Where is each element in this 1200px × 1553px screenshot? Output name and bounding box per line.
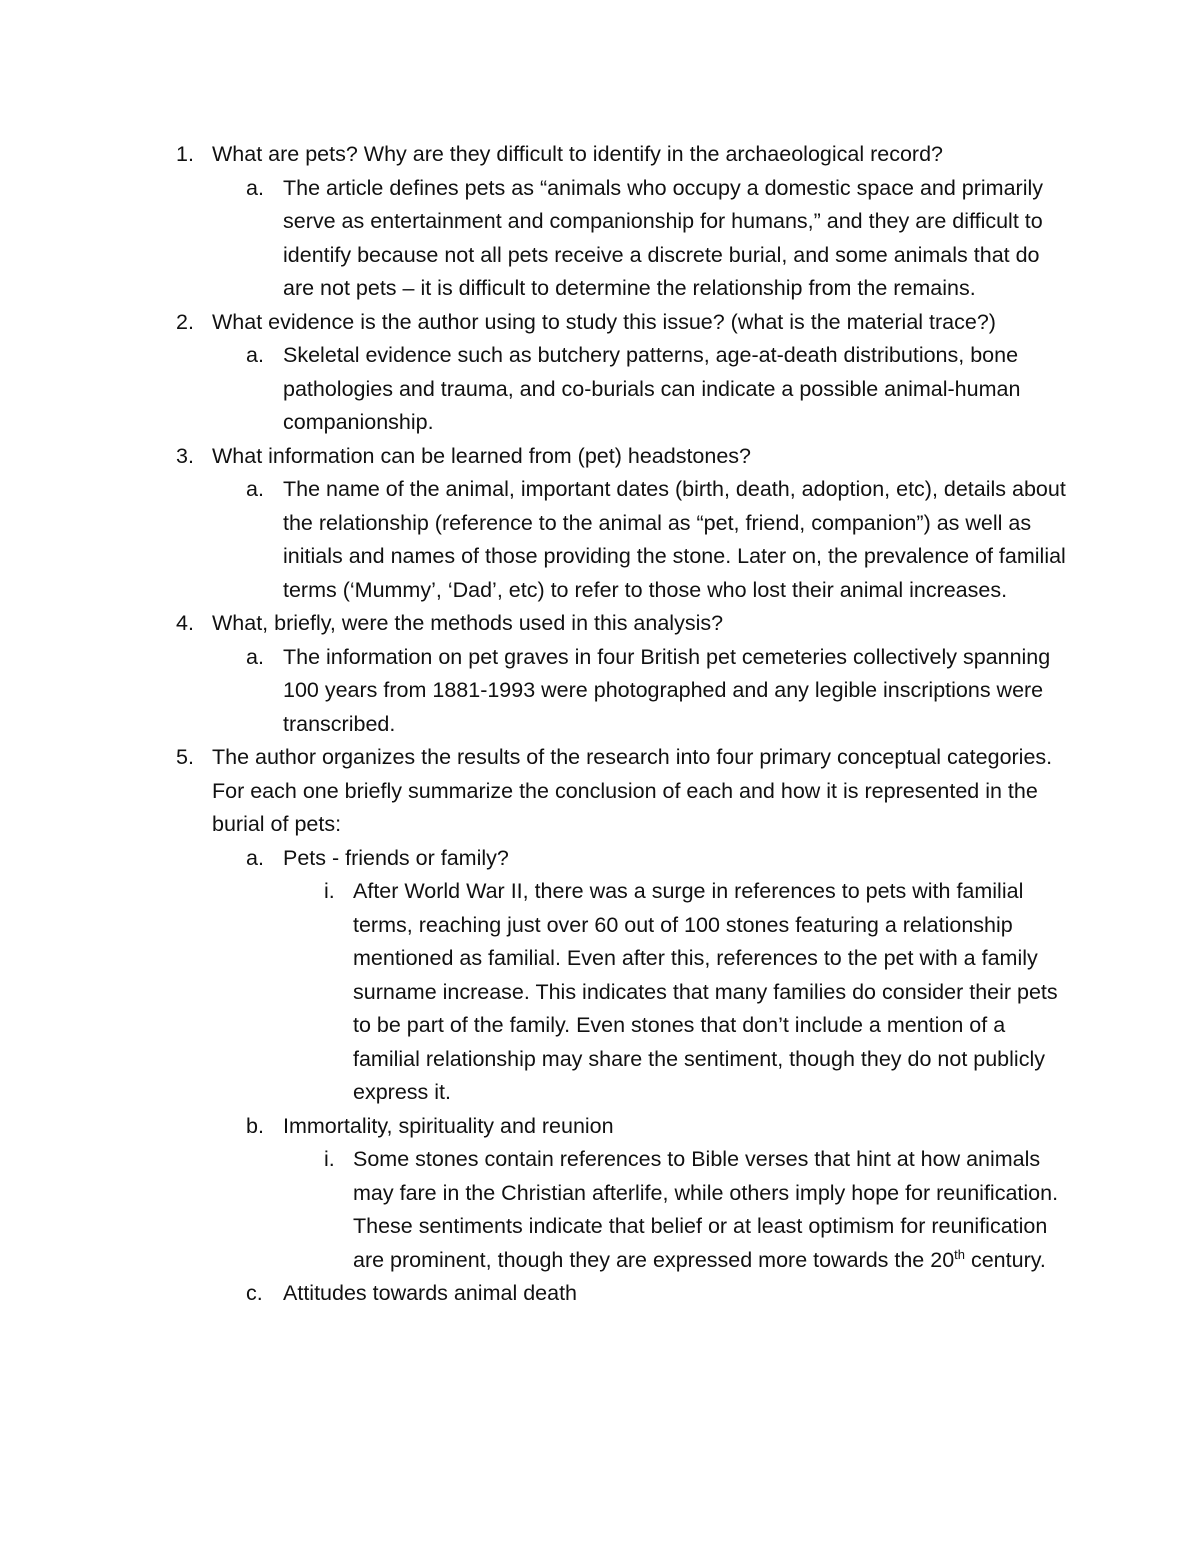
- category-5b: [0, 1110, 1073, 1144]
- answer-marker: a.: [246, 477, 264, 501]
- question-text: The author organizes the results of the research into four primary conceptual categories. For each one briefly summarize the conclusion of each and how it is represented in the burial of pets:: [212, 745, 1053, 836]
- answer-2a: [0, 339, 1073, 440]
- category-5b-detail: [0, 1143, 1073, 1277]
- detail-marker: i.: [324, 879, 335, 903]
- question-list: [0, 138, 1200, 1311]
- question-number: 4.: [176, 611, 194, 635]
- detail-text: After World War II, there was a surge in references to pets with familial terms, reaching just over 60 out of 100 stones featuring a relationship mentioned as familial. Even after this, references to the pet with a family surname increase. This indicates that many families do consider their pets to be part of the family. Even stones that don’t include a mention of a familial relationship may share the sentiment, though they do not publicly express it.: [353, 879, 1058, 1104]
- detail-text: [353, 1143, 1073, 1277]
- answer-marker: a.: [246, 644, 264, 669]
- category-5c: [0, 1277, 1073, 1311]
- question-1: [0, 138, 1082, 172]
- answer-text: The name of the animal, important dates (birth, death, adoption, etc), details about the relationship (reference to the animal as “pet, friend, companion”) as well as initials and names of those providing the stone. Later on, the prevalence of familial terms (‘Mummy’, ‘Dad’, etc) to refer to those who lost their animal increases.: [283, 477, 1066, 602]
- ordinal-suffix: th: [954, 1246, 965, 1262]
- question-text: What information can be learned from (pet) headstones?: [212, 443, 751, 468]
- answer-marker: a.: [246, 343, 264, 367]
- category-marker: b.: [246, 1113, 264, 1138]
- category-title: Immortality, spirituality and reunion: [283, 1113, 614, 1138]
- answer-text: The article defines pets as “animals who occupy a domestic space and primarily serve as entertainment and companionship for humans,” and they are difficult to identify because not all pets receive a discrete burial, and some animals that do are not pets – it is difficult to determine the relationship from the remains.: [283, 175, 1044, 300]
- question-5: [0, 741, 1082, 842]
- category-title: Attitudes towards animal death: [283, 1281, 577, 1305]
- question-3: [0, 440, 1082, 474]
- detail-text-main: Some stones contain references to Bible verses that hint at how animals may fare in the Christian afterlife, while others imply hope for reunification. These sentiments indicate that belief or at least optimism for reunification are prominent, though they are expressed more towards the 20: [353, 1147, 1059, 1272]
- category-title: Pets - friends or family?: [283, 845, 509, 870]
- category-5a-detail: [0, 875, 1073, 1110]
- question-2: [0, 306, 1082, 340]
- category-marker: c.: [246, 1281, 263, 1305]
- question-text: What, briefly, were the methods used in this analysis?: [212, 611, 724, 635]
- detail-marker: i.: [324, 1147, 335, 1171]
- answer-text: The information on pet graves in four British pet cemeteries collectively spanning 100 years from 1881-1993 were photographed and any legible inscriptions were transcribed.: [283, 644, 1051, 736]
- answer-3a: [0, 473, 1073, 607]
- question-number: 1.: [176, 142, 194, 166]
- detail-text-end: century.: [965, 1247, 1046, 1272]
- answer-marker: a.: [246, 175, 264, 200]
- question-text: What evidence is the author using to study this issue? (what is the material trace?): [212, 309, 996, 334]
- answer-4a: [0, 641, 1073, 742]
- answer-1a: [0, 172, 1073, 306]
- question-4: [0, 607, 1082, 641]
- question-number: 2.: [176, 309, 194, 334]
- question-text: What are pets? Why are they difficult to identify in the archaeological record?: [212, 142, 943, 166]
- answer-text: Skeletal evidence such as butchery patterns, age-at-death distributions, bone pathologies and trauma, and co-burials can indicate a possible animal-human companionship.: [283, 343, 1021, 434]
- question-number: 3.: [176, 443, 194, 468]
- category-marker: a.: [246, 845, 264, 870]
- category-5a: [0, 842, 1073, 876]
- question-number: 5.: [176, 745, 194, 769]
